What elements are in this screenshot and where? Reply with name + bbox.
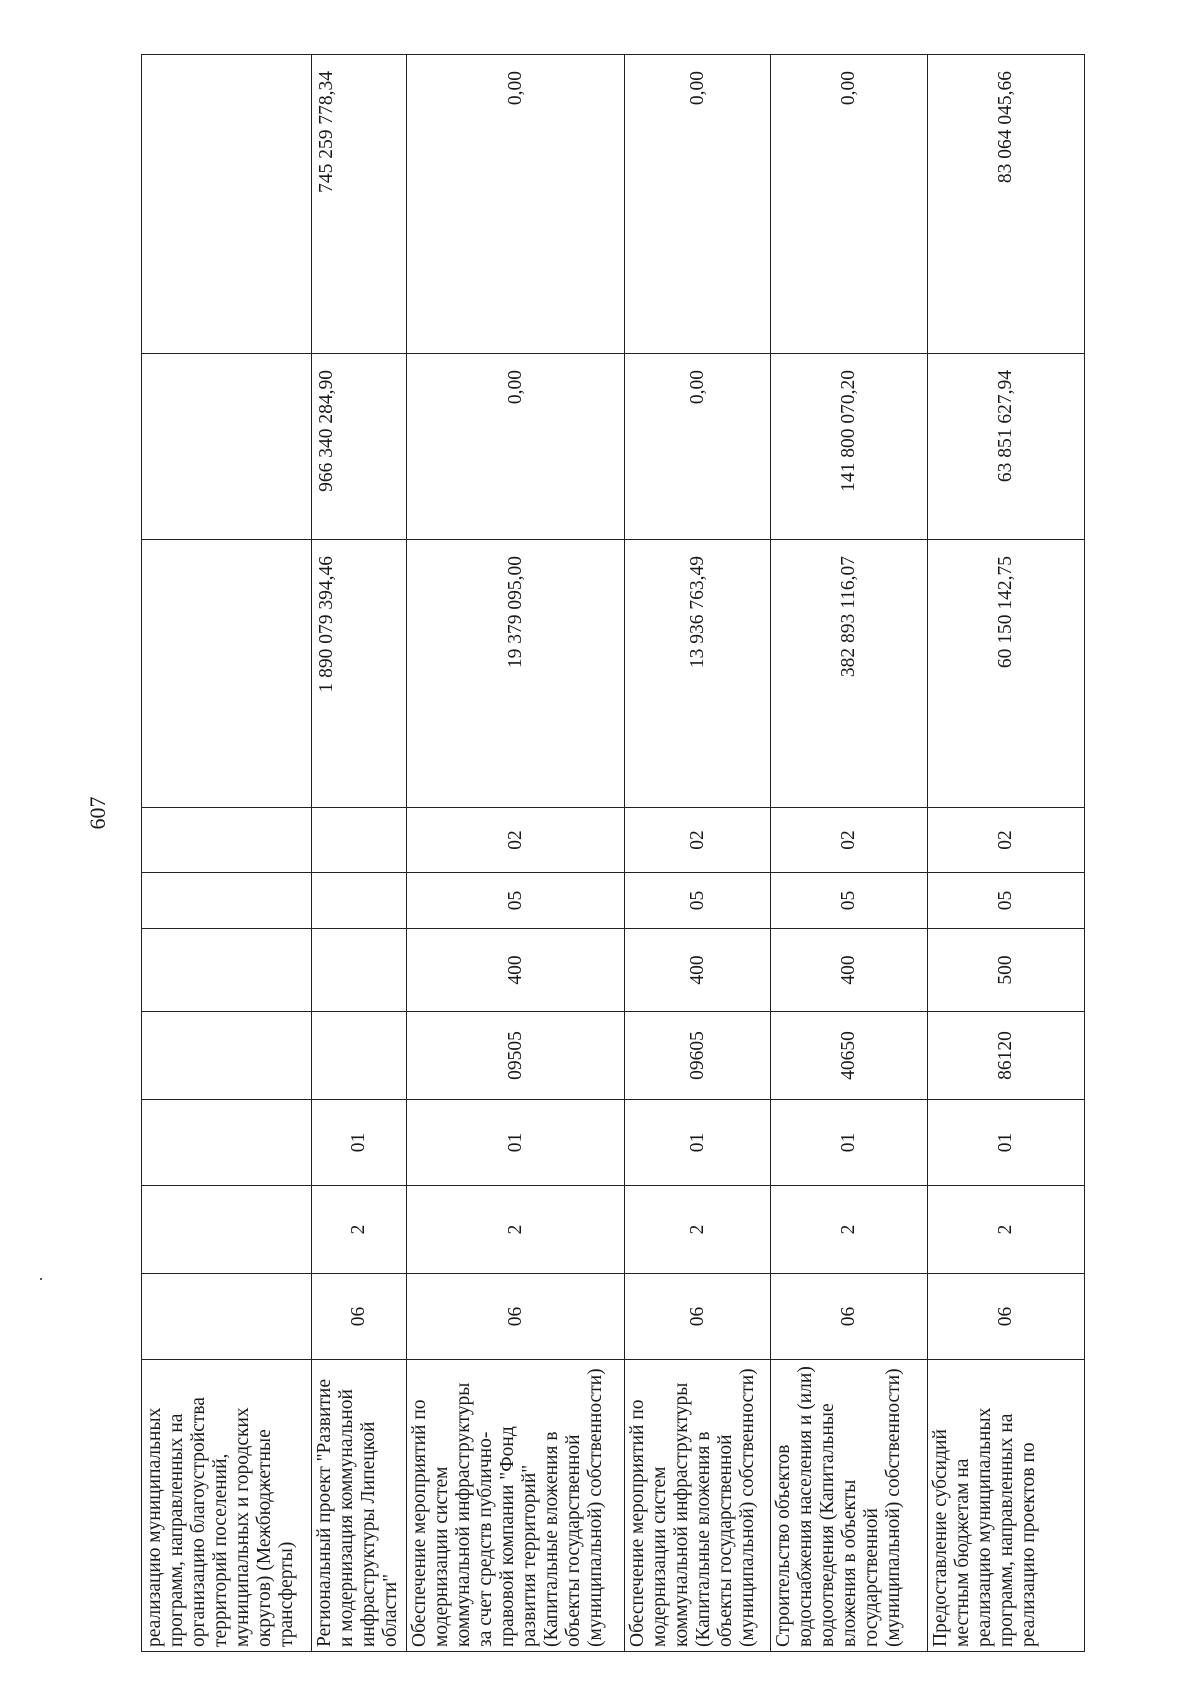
table-row: [625, 55, 771, 1652]
cell-code-3: 01: [407, 1100, 625, 1186]
cell-code-1: 06: [625, 1274, 771, 1360]
cell-code-5: [142, 929, 312, 1012]
cell-code-5: 400: [407, 929, 625, 1012]
cell-code-3: 01: [928, 1100, 1085, 1186]
cell-code-5: 500: [928, 929, 1085, 1012]
cell-code-1: 06: [928, 1274, 1085, 1360]
cell-amount-3: 0,00: [771, 55, 928, 354]
cell-code-7: [142, 808, 312, 873]
cell-code-2: 2: [312, 1186, 407, 1274]
cell-code-6: 05: [771, 873, 928, 929]
cell-code-1: 06: [407, 1274, 625, 1360]
row-description: Строительство объектов водоснабжения населения и (или) водоотведения (Капитальные вложения в объекты государственной (муниципальной) собственности): [771, 1360, 928, 1652]
cell-amount-1: 1 890 079 394,46: [312, 540, 407, 808]
cell-code-3: 01: [312, 1100, 407, 1186]
cell-code-2: 2: [625, 1186, 771, 1274]
cell-code-4: 09505: [407, 1012, 625, 1100]
table-row: [771, 55, 928, 1652]
cell-code-6: [312, 873, 407, 929]
cell-code-1: [142, 1274, 312, 1360]
cell-code-3: 01: [771, 1100, 928, 1186]
cell-code-6: 05: [625, 873, 771, 929]
cell-amount-2: 966 340 284,90: [312, 354, 407, 540]
cell-amount-1: 60 150 142,75: [928, 540, 1085, 808]
cell-code-2: 2: [928, 1186, 1085, 1274]
cell-code-3: 01: [625, 1100, 771, 1186]
rotated-table-wrapper: [141, 55, 1084, 1652]
cell-code-5: [312, 929, 407, 1012]
cell-code-7: [312, 808, 407, 873]
cell-amount-1: 13 936 763,49: [625, 540, 771, 808]
cell-code-5: 400: [771, 929, 928, 1012]
budget-table: [141, 54, 1085, 1652]
row-description: Обеспечение мероприятий по модернизации систем коммунальной инфраструктуры (Капитальные вложения в объекты государственной (муниципальной) собственности): [625, 1360, 771, 1652]
row-description: Предоставление субсидий местным бюджетам на реализацию муниципальных программ, направленных на реализацию проектов по: [928, 1360, 1085, 1652]
cell-amount-1: 19 379 095,00: [407, 540, 625, 808]
cell-code-1: 06: [312, 1274, 407, 1360]
cell-code-7: 02: [625, 808, 771, 873]
cell-code-2: 2: [407, 1186, 625, 1274]
cell-amount-3: 0,00: [625, 55, 771, 354]
row-description: Обеспечение мероприятий по модернизации систем коммунальной инфраструктуры за счет средств публично-правовой компании "Фонд развития территорий" (Капитальные вложения в объекты государственной (муниципальной) собственности): [407, 1360, 625, 1652]
cell-code-7: 02: [928, 808, 1085, 873]
cell-code-4: [312, 1012, 407, 1100]
cell-code-6: [142, 873, 312, 929]
cell-code-6: 05: [928, 873, 1085, 929]
cell-amount-2: 0,00: [625, 354, 771, 540]
table-row: [928, 55, 1085, 1652]
cell-code-7: 02: [771, 808, 928, 873]
cell-amount-3: 745 259 778,34: [312, 55, 407, 354]
cell-code-4: 09605: [625, 1012, 771, 1100]
table-row: [407, 55, 625, 1652]
cell-code-2: [142, 1186, 312, 1274]
cell-amount-3: 83 064 045,66: [928, 55, 1085, 354]
cell-amount-1: 382 893 116,07: [771, 540, 928, 808]
cell-code-5: 400: [625, 929, 771, 1012]
cell-amount-2: 141 800 070,20: [771, 354, 928, 540]
cell-amount-3: 0,00: [407, 55, 625, 354]
cell-amount-1: [142, 540, 312, 808]
cell-code-3: [142, 1100, 312, 1186]
cell-amount-2: [142, 354, 312, 540]
cell-amount-2: 63 851 627,94: [928, 354, 1085, 540]
cell-code-7: 02: [407, 808, 625, 873]
row-description: реализацию муниципальных программ, направленных на организацию благоустройства территорий поселений, муниципальных и городских округов) (Межбюджетные трансферты): [142, 1360, 312, 1652]
cell-code-4: 86120: [928, 1012, 1085, 1100]
cell-amount-2: 0,00: [407, 354, 625, 540]
cell-code-1: 06: [771, 1274, 928, 1360]
table-row: [142, 55, 312, 1652]
cell-code-2: 2: [771, 1186, 928, 1274]
row-description: Региональный проект "Развитие и модернизация коммунальной инфраструктуры Липецкой области": [312, 1360, 407, 1652]
cell-amount-3: [142, 55, 312, 354]
scan-speck: [40, 1278, 42, 1280]
table-row: [312, 55, 407, 1652]
cell-code-4: [142, 1012, 312, 1100]
cell-code-6: 05: [407, 873, 625, 929]
page-number: 607: [85, 796, 110, 830]
cell-code-4: 40650: [771, 1012, 928, 1100]
